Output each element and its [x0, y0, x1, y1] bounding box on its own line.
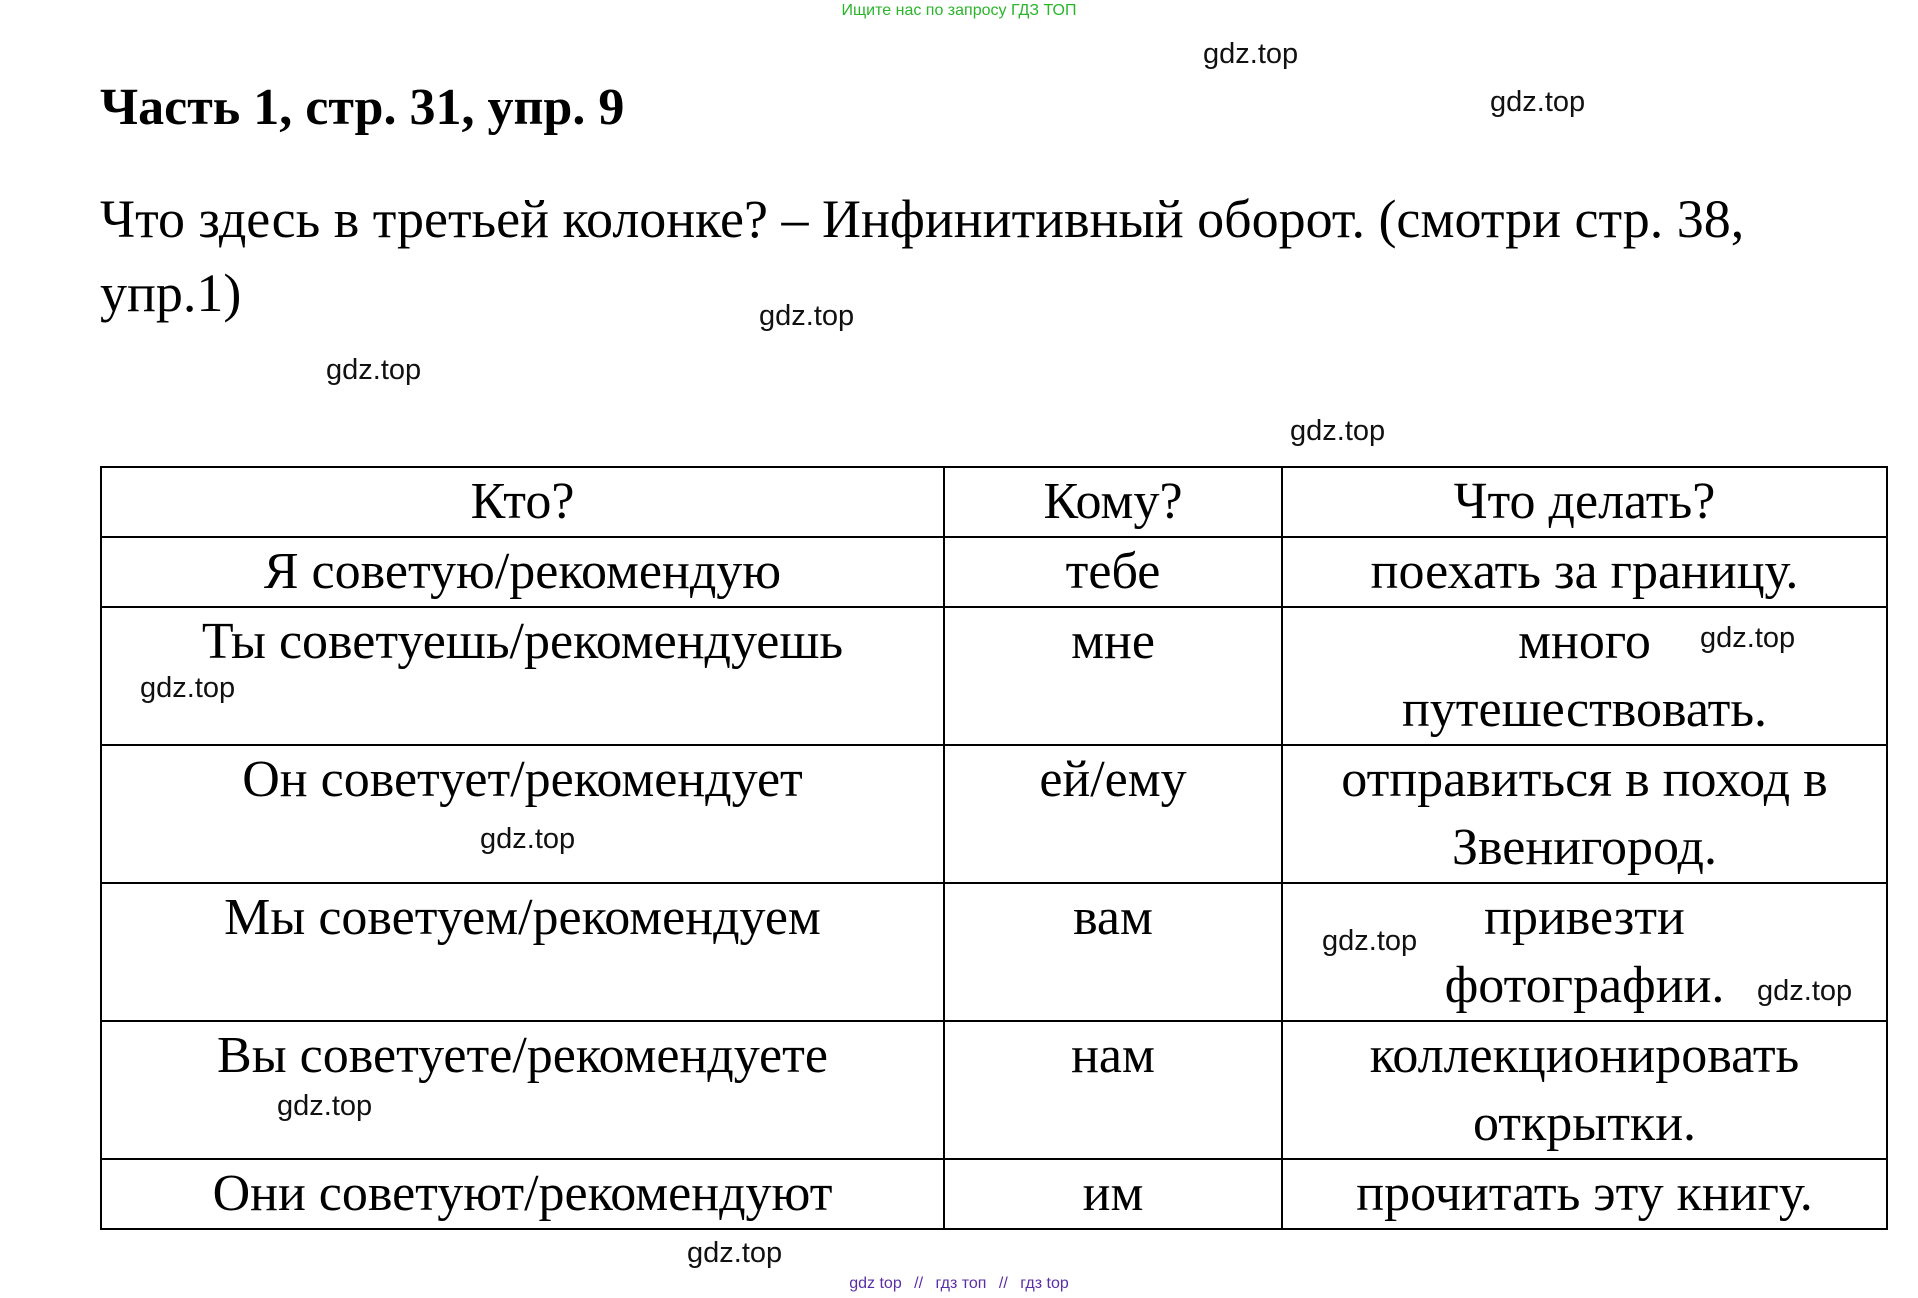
cell-to-whom: ей/ему: [944, 745, 1282, 883]
watermark: gdz.top: [1757, 975, 1853, 1007]
watermark: gdz.top: [326, 354, 422, 386]
footer-links: [0, 1275, 1918, 1293]
cell-to-whom: им: [944, 1159, 1282, 1229]
cell-what-to-do: отправиться в поход в Звенигород.: [1282, 745, 1887, 883]
watermark: gdz.top: [277, 1090, 373, 1122]
cell-who: Мы советуем/рекомендуем: [101, 883, 944, 1021]
watermark: gdz.top: [1490, 86, 1586, 118]
search-banner: Ищите нас по запросу ГДЗ ТОП: [841, 2, 1077, 19]
header-to-whom: Кому?: [944, 467, 1282, 537]
watermark: gdz.top: [687, 1237, 783, 1269]
watermark: gdz.top: [1700, 622, 1796, 654]
cell-who: Вы советуете/рекомендуете: [101, 1021, 944, 1159]
cell-who: Ты советуешь/рекомендуешь: [101, 607, 944, 745]
watermark: gdz.top: [1203, 38, 1299, 70]
table-row: [101, 537, 1887, 607]
cell-what-to-do: привезти фотографии.: [1282, 883, 1887, 1021]
table-row: [101, 607, 1887, 745]
watermark: gdz.top: [759, 300, 855, 332]
question-text: Что здесь в третьей колонке? – Инфинитивный оборот. (смотри стр. 38, упр.1): [100, 189, 1745, 323]
page-title: Часть 1, стр. 31, упр. 9: [100, 79, 625, 136]
cell-who: Я советую/рекомендую: [101, 537, 944, 607]
cell-what-to-do: коллекционировать открытки.: [1282, 1021, 1887, 1159]
footer-separator: //: [914, 1275, 924, 1292]
watermark: gdz.top: [1322, 925, 1418, 957]
cell-to-whom: вам: [944, 883, 1282, 1021]
watermark: gdz.top: [1290, 415, 1386, 447]
cell-who: Он советует/рекомендует: [101, 745, 944, 883]
table-row: [101, 745, 1887, 883]
cell-to-whom: тебе: [944, 537, 1282, 607]
table-header-row: [101, 467, 1887, 537]
cell-who: Они советуют/рекомендуют: [101, 1159, 944, 1229]
cell-what-to-do: много путешествовать.: [1282, 607, 1887, 745]
footer-separator: //: [998, 1275, 1008, 1292]
header-who: Кто?: [101, 467, 944, 537]
watermark: gdz.top: [480, 823, 576, 855]
cell-what-to-do: прочитать эту книгу.: [1282, 1159, 1887, 1229]
cell-to-whom: мне: [944, 607, 1282, 745]
header-what-to-do: Что делать?: [1282, 467, 1887, 537]
cell-to-whom: нам: [944, 1021, 1282, 1159]
footer-link[interactable]: гдз top: [1020, 1275, 1069, 1292]
footer-link[interactable]: гдз топ: [935, 1275, 987, 1292]
footer-link[interactable]: gdz top: [849, 1275, 902, 1292]
watermark: gdz.top: [140, 672, 236, 704]
table-row: [101, 883, 1887, 1021]
table-row: [101, 1159, 1887, 1229]
cell-what-to-do: поехать за границу.: [1282, 537, 1887, 607]
